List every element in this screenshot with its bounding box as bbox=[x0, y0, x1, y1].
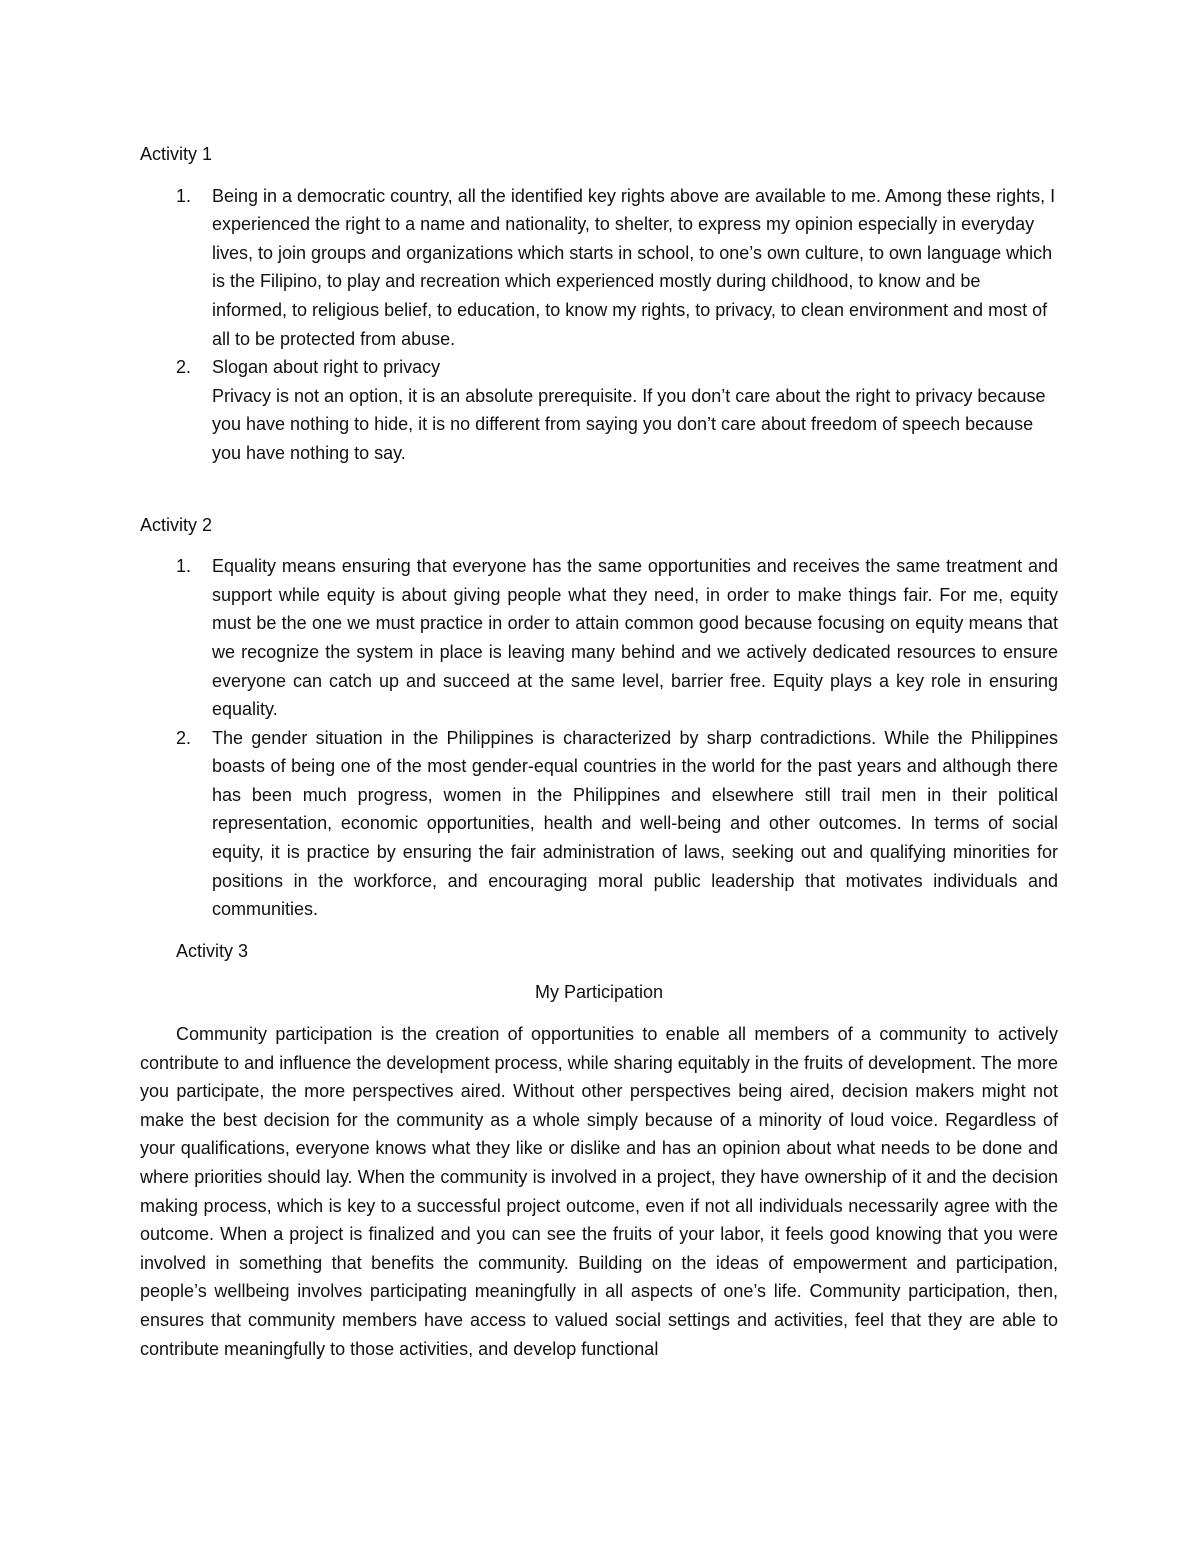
list-item bbox=[140, 552, 1058, 724]
activity-1-heading: Activity 1 bbox=[140, 144, 213, 164]
activity-2-list bbox=[140, 552, 1058, 924]
activity-1-list bbox=[140, 182, 1058, 468]
list-item bbox=[140, 182, 1058, 354]
list-item-number: 2. bbox=[176, 357, 192, 378]
slogan-label: Slogan about right to privacy bbox=[212, 357, 441, 378]
activity-3-heading: Activity 3 bbox=[176, 940, 249, 961]
essay-title: My Participation bbox=[534, 982, 664, 1003]
slogan-text: Privacy is not an option, it is an absolute prerequisite. If you don’t care about the right to privacy because you have nothing to hide, it is no different from saying you don’t care about freedom of speech because you have nothing to say. bbox=[212, 385, 1046, 463]
list-item bbox=[140, 724, 1058, 924]
document-page bbox=[140, 140, 1058, 1363]
essay-paragraph: Community participation is the creation of opportunities to enable all members of a community to actively contribute to and influence the development process, while sharing equitably in the fruits of development. The more you participate, the more perspectives aired. Without other perspectives being aired, decision makers might not make the best decision for the community as a whole simply because of a minority of loud voice. Regardless of your qualifications, everyone knows what they like or dislike and has an opinion about what needs to be done and where priorities should lay. When the community is involved in a project, they have ownership of it and the decision making process, which is key to a successful project outcome, even if not all individuals necessarily agree with the outcome. When a project is finalized and you can see the fruits of your labor, it feels good knowing that you were involved in something that benefits the community. Building on the ideas of empowerment and participation, people’s wellbeing involves participating meaningfully in all aspects of one’s life. Community participation, then, ensures that community members have access to valued social settings and activities, feel that they are able to contribute meaningfully to those activities, and develop functional bbox=[140, 1024, 1058, 1359]
list-item-text: Equality means ensuring that everyone has the same opportunities and receives the same treatment and support while equity is about giving people what they need, in order to make things fair. For me, equity must be the one we must practice in order to attain common good because focusing on equity means that we recognize the system in place is leaving many behind and we actively dedicated resources to ensure everyone can catch up and succeed at the same level, barrier free. Equity plays a key role in ensuring equality. bbox=[212, 556, 1058, 720]
list-item-number: 2. bbox=[176, 727, 192, 748]
list-item-text: Being in a democratic country, all the identified key rights above are available to me. Among these rights, I experienced the right to a name and nationality, to shelter, to express my opinion especially in everyday lives, to join groups and organizations which starts in school, to one’s own culture, to own language which is the Filipino, to play and recreation which experienced mostly during childhood, to know and be informed, to religious belief, to education, to know my rights, to privacy, to clean environment and most of all to be protected from abuse. bbox=[212, 185, 1056, 349]
list-item-number: 1. bbox=[176, 556, 192, 577]
list-item bbox=[140, 353, 1058, 467]
activity-2-heading: Activity 2 bbox=[140, 514, 213, 535]
list-item-number: 1. bbox=[176, 185, 192, 206]
list-item-text: The gender situation in the Philippines is characterized by sharp contradictions. While the Philippines boasts of being one of the most gender-equal countries in the world for the past years and although there has been much progress, women in the Philippines and elsewhere still trail men in their political representation, economic opportunities, health and well-being and other outcomes. In terms of social equity, it is practice by ensuring the fair administration of laws, seeking out and qualifying minorities for positions in the workforce, and encouraging moral public leadership that motivates individuals and communities. bbox=[212, 727, 1058, 920]
